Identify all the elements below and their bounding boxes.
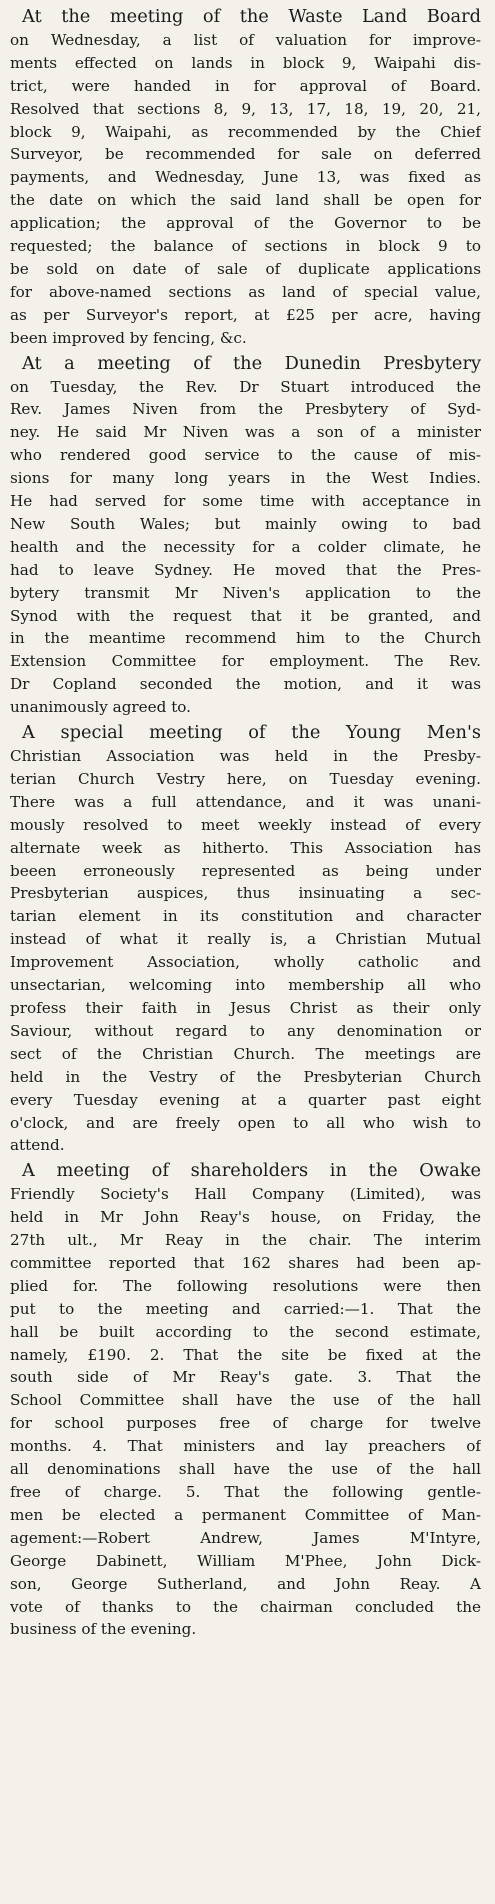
article-dunedin-presbytery [10, 353, 481, 720]
article-line: for above-named sections as land of special value, [10, 282, 481, 301]
article-line: Synod with the request that it be granted, and [10, 606, 481, 625]
article-line: for school purposes free of charge for twelve [10, 1414, 481, 1433]
article-line: plied for. The following resolutions were then [10, 1276, 481, 1295]
article-line: in the meantime recommend him to the Church [10, 629, 481, 648]
article-line: Christian Association was held in the Presby- [10, 747, 481, 765]
article-line: mously resolved to meet weekly instead of every [10, 815, 481, 834]
article-line: Rev. James Niven from the Presbytery of Syd- [10, 400, 481, 419]
article-line: men be elected a permanent Committee of Man- [10, 1505, 481, 1524]
article-line: all denominations shall have the use of the hall [10, 1460, 481, 1479]
article-line: be sold on date of sale of duplicate applications [10, 259, 481, 278]
article-line: unsectarian, welcoming into membership all who [10, 976, 481, 995]
article-line: 27th ult., Mr Reay in the chair. The interim [10, 1231, 481, 1250]
article-line: Improvement Association, wholly catholic and [10, 953, 481, 972]
article-line: Saviour, without regard to any denomination or [10, 1021, 481, 1040]
article-line: alternate week as hitherto. This Association has [10, 838, 481, 857]
article-line: application; the approval of the Governor to be [10, 214, 481, 233]
article-line: hall be built according to the second estimate, [10, 1322, 481, 1341]
article-line: every Tuesday evening at a quarter past eight [10, 1090, 481, 1109]
article-owake-hall-company [10, 1160, 481, 1641]
article-line: attend. [10, 1136, 65, 1155]
article-line: He had served for some time with acceptance in [10, 492, 481, 511]
article-line: At the meeting of the Waste Land Board [22, 6, 481, 27]
article-line: put to the meeting and carried:—1. That the [10, 1299, 481, 1318]
article-line: sions for many long years in the West Indies. [10, 469, 481, 488]
article-waste-land-board [10, 6, 481, 350]
article-line: George Dabinett, William M'Phee, John Dick- [10, 1551, 481, 1570]
article-line: been improved by fencing, &c. [10, 328, 247, 347]
article-line: south side of Mr Reay's gate. 3. That the [10, 1368, 481, 1387]
article-line: Presbyterian auspices, thus insinuating a sec- [10, 884, 481, 903]
article-line: At a meeting of the Dunedin Presbytery [22, 352, 481, 374]
article-line: who rendered good service to the cause of mis- [10, 446, 481, 465]
article-line: A special meeting of the Young Men's [22, 722, 481, 744]
article-line: agement:—Robert Andrew, James M'Intyre, [10, 1528, 481, 1547]
article-line: the date on which the said land shall be open for [10, 191, 481, 210]
article-line: Extension Committee for employment. The Rev. [10, 652, 481, 671]
article-line: sect of the Christian Church. The meetings are [10, 1044, 481, 1063]
article-line: Surveyor, be recommended for sale on deferred [10, 145, 481, 164]
article-line: A meeting of shareholders in the Owake [22, 1160, 481, 1182]
article-line: free of charge. 5. That the following gentle- [10, 1483, 481, 1501]
article-line: on Tuesday, the Rev. Dr Stuart introduced the [10, 377, 481, 396]
article-line: o'clock, and are freely open to all who wish to [10, 1113, 481, 1132]
article-line: School Committee shall have the use of the hall [10, 1391, 481, 1410]
article-line: terian Church Vestry here, on Tuesday evening. [10, 769, 481, 788]
article-line: ments effected on lands in block 9, Waipahi dis- [10, 53, 481, 72]
article-line: as per Surveyor's report, at £25 per acre, having [10, 305, 481, 324]
article-line: block 9, Waipahi, as recommended by the Chief [10, 122, 481, 141]
article-line: beeen erroneously represented as being under [10, 861, 481, 880]
article-line: unanimously agreed to. [10, 698, 192, 717]
article-line: held in the Vestry of the Presbyterian Church [10, 1067, 481, 1086]
article-line: Resolved that sections 8, 9, 13, 17, 18, 19, 20, 21, [10, 99, 481, 118]
article-line: requested; the balance of sections in block 9 to [10, 237, 481, 256]
article-line: Friendly Society's Hall Company (Limited), was [10, 1185, 481, 1204]
article-line: instead of what it really is, a Christian Mutual [10, 930, 481, 949]
article-line: health and the necessity for a colder climate, he [10, 537, 481, 556]
article-line: tarian element in its constitution and character [10, 907, 481, 926]
article-line: ney. He said Mr Niven was a son of a minister [10, 423, 481, 442]
article-line: vote of thanks to the chairman concluded the [10, 1597, 481, 1616]
article-line: bytery transmit Mr Niven's application to the [10, 583, 481, 602]
article-line: profess their faith in Jesus Christ as their only [10, 998, 481, 1017]
article-line: on Wednesday, a list of valuation for improve- [10, 30, 481, 49]
article-line: trict, were handed in for approval of Board. [10, 76, 481, 95]
article-line: son, George Sutherland, and John Reay. A [10, 1574, 481, 1593]
article-line: payments, and Wednesday, June 13, was fixed as [10, 168, 481, 187]
article-line: months. 4. That ministers and lay preachers of [10, 1437, 481, 1456]
article-line: Dr Copland seconded the motion, and it was [10, 675, 481, 694]
article-line: namely, £190. 2. That the site be fixed at the [10, 1345, 481, 1364]
article-ymca-meeting [10, 722, 481, 1157]
article-line: had to leave Sydney. He moved that the Pres- [10, 560, 481, 579]
article-line: New South Wales; but mainly owing to bad [10, 514, 481, 533]
article-line: committee reported that 162 shares had been ap- [10, 1253, 481, 1272]
article-line: held in Mr John Reay's house, on Friday, the [10, 1208, 481, 1227]
article-line: business of the evening. [10, 1620, 197, 1639]
article-line: There was a full attendance, and it was unani- [10, 792, 481, 811]
